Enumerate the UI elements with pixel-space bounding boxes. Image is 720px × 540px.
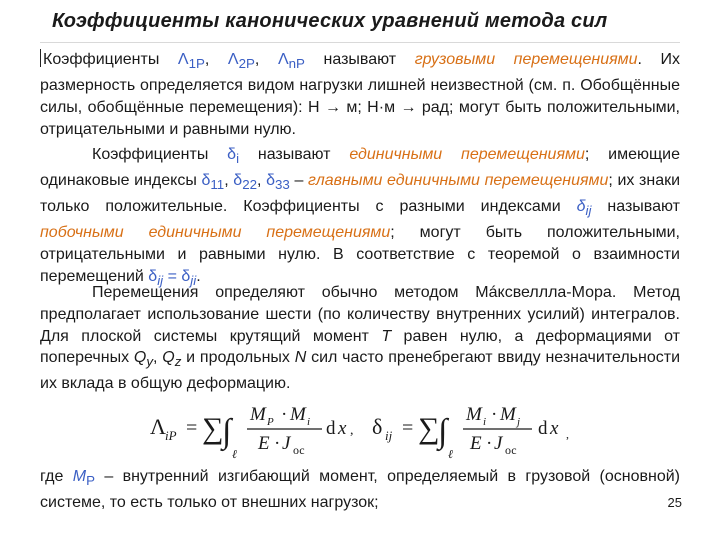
paragraph-where: где $M_P$ – внутренний изгибающий момент, определяемый в грузовой (основной) системе, то есть только от внешних нагрузок;	[40, 468, 681, 511]
sum-symbol: ∑	[202, 412, 224, 445]
svg-text:,: ,	[350, 423, 354, 438]
term-main-unit-displacements: главными единичными перемещениями	[308, 171, 609, 189]
paragraph-maxwell-mohr: Перемещения определяют обычно методом Мáксвеллла-Мора. Метод предполагает использование шести (по количеству внутренних усилий) интегралов. Для плоской системы крутящий момент T равен нулю, а деформациями от поперечных $Q_y$, $Q_z$ и продольных N сил часто пренебрегают ввиду незначительности их вклада в общую деформацию.	[40, 284, 681, 393]
svg-text:ℓ: ℓ	[232, 447, 237, 460]
svg-text:=: =	[186, 417, 198, 439]
lambda-symbol: Λ	[150, 414, 166, 439]
svg-text:·: ·	[486, 433, 493, 454]
svg-text:i: i	[307, 416, 311, 428]
delta-symbol: δ	[372, 414, 383, 439]
svg-text:·: ·	[491, 404, 498, 425]
svg-text:ос: ос	[293, 443, 305, 457]
term-side-unit-displacements: побочными единичными перемещениями	[40, 223, 391, 241]
svg-text:=: =	[402, 417, 414, 439]
svg-text:P: P	[267, 416, 274, 428]
page-number: 25	[667, 495, 682, 510]
svg-text:d: d	[326, 418, 336, 439]
sum-symbol: ∑	[418, 412, 440, 445]
paragraph-load-displacements: Коэффициенты $\Lambda_{1P}$, $\Lambda_{2P}$, $\Lambda_{nP}$ называют грузовыми перемещениями. Их размерность определяется видом нагрузки лишней неизвестной (см. п. Обобщённые силы, обобщённые перемещения): Н → м; Н·м → рад; могут быть положительными, отрицательными и равными нулю.	[40, 51, 681, 138]
svg-text:J: J	[282, 433, 291, 454]
svg-text:·: ·	[281, 404, 288, 425]
svg-text:i: i	[483, 416, 487, 428]
text-cursor	[40, 49, 41, 67]
svg-text:M: M	[290, 404, 306, 425]
paragraph-unit-displacements: Коэффициенты $\delta_i$ называют единичными перемещениями; имеющие одинаковые индексы $\delta_{11}$, $\delta_{22}$, $\delta_{33}$ – главными единичными перемещениями; их знаки только положительные. Коэффициенты с разными индексами $\delta_{ij}$ называют побочными единичными перемещениями; могут быть положительными, отрицательными и равными нулю. В соответствие с теоремой о взаимности перемещений $\delta_{ij} = \delta_{ji}$.	[40, 146, 681, 288]
integral-symbol: ∫	[438, 413, 448, 450]
term-unit-displacements: единичными перемещениями	[349, 146, 585, 163]
svg-text:J: J	[494, 433, 503, 454]
svg-text:d: d	[538, 418, 548, 439]
svg-text:ос: ос	[505, 443, 517, 457]
svg-text:ij: ij	[385, 428, 393, 443]
maxwell-mohr-formulas	[150, 398, 590, 460]
svg-text:j: j	[517, 416, 521, 428]
svg-text:M: M	[500, 404, 516, 425]
lambda-symbol: Λ	[177, 51, 189, 68]
svg-text:E: E	[470, 433, 482, 454]
svg-text:x: x	[338, 418, 347, 439]
term-load-displacements: грузовыми перемещениями	[414, 51, 638, 68]
lambda-symbol: Λ	[277, 51, 289, 68]
svg-text:iP: iP	[165, 428, 177, 443]
svg-text:E: E	[258, 433, 270, 454]
svg-text:M: M	[466, 404, 482, 425]
svg-text:,: ,	[566, 427, 569, 441]
slide-title: Коэффициенты канонических уравнений метода сил	[52, 10, 608, 32]
integral-symbol: ∫	[222, 413, 232, 450]
svg-text:x: x	[550, 418, 559, 439]
title-divider	[40, 42, 680, 43]
lambda-symbol: Λ	[227, 51, 239, 68]
svg-text:·: ·	[274, 433, 281, 454]
svg-text:M: M	[250, 404, 266, 425]
svg-text:ℓ: ℓ	[448, 447, 453, 460]
